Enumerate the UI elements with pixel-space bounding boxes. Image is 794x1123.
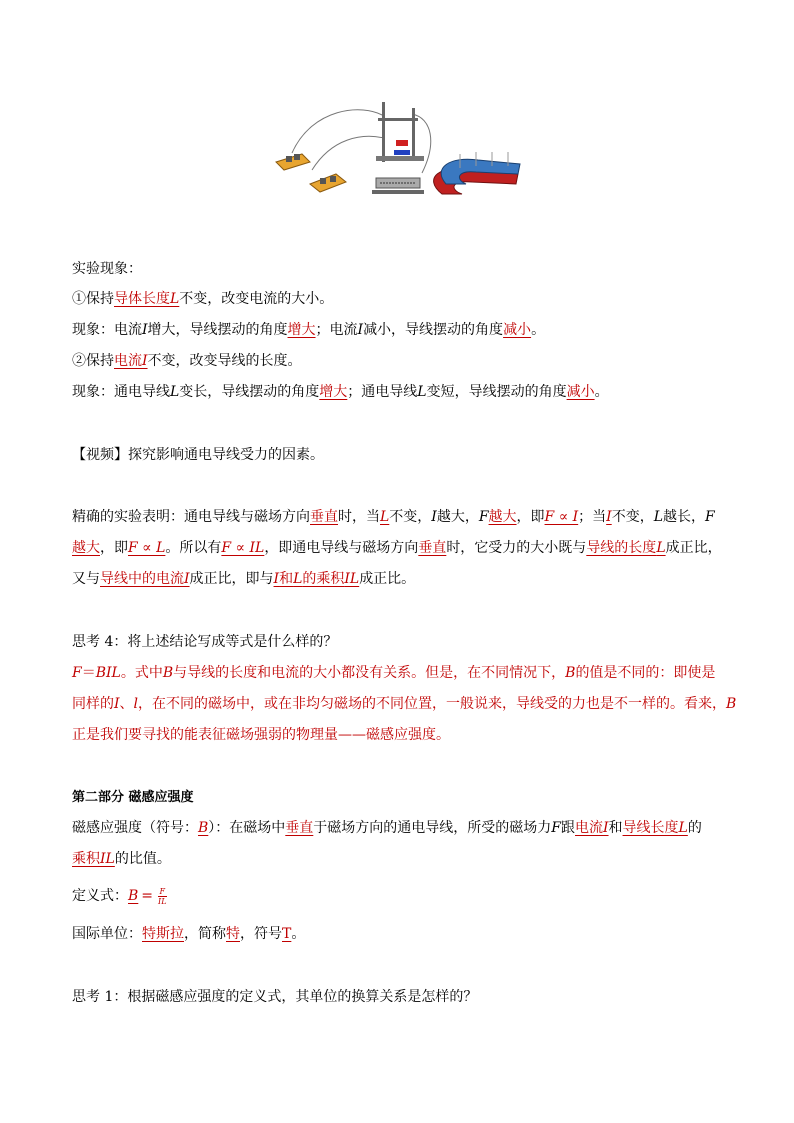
horseshoe-magnets xyxy=(434,152,520,194)
condition-2: ②保持电流I不变，改变导线的长度。 xyxy=(72,353,302,369)
experiment-apparatus-illustration xyxy=(272,98,524,212)
think4-answer-line-2: 同样的I、l，在不同的磁场中，或在非均匀磁场的不同位置，一般说来，导线受的力也是不一样的。看来，B xyxy=(72,696,737,712)
condition-1: ①保持导体长度L不变，改变电流的大小。 xyxy=(72,291,334,307)
unit-line: 国际单位：特斯拉，简称特，符号T。 xyxy=(72,926,306,942)
phenomenon-2: 现象：通电导线L变长，导线摆动的角度增大；通电导线L变短，导线摆动的角度减小。 xyxy=(72,384,609,400)
battery-board-left xyxy=(276,154,310,170)
definition-line-2: 乘积IL的比值。 xyxy=(72,851,171,867)
think1-question: 思考 1：根据磁感应强度的定义式，其单位的换算关系是怎样的？ xyxy=(72,989,478,1005)
phenomenon-1: 现象：电流I增大，导线摆动的角度增大；电流I减小，导线摆动的角度减小。 xyxy=(72,322,546,338)
conclusion-line-1: 精确的实验表明：通电导线与磁场方向垂直时，当L不变，I越大，F越大，即F ∝ I；当I不变，L越长，F xyxy=(72,509,715,525)
section-heading: 第二部分 磁感应强度 xyxy=(72,790,194,805)
iron-stand xyxy=(376,102,424,162)
video-note: 【视频】探究影响通电导线受力的因素。 xyxy=(72,447,324,463)
battery-board-right xyxy=(310,174,346,192)
conclusion-line-3: 又与导线中的电流I成正比，即与I和L的乘积IL成正比。 xyxy=(72,571,416,587)
conclusion-line-2: 越大，即F ∝ L。所以有F ∝ IL，即通电导线与磁场方向垂直时，它受力的大小既与导线的长度L成正比， xyxy=(72,540,722,556)
rheostat xyxy=(372,178,424,194)
definition-formula: 定义式：B = $\frac{F}{IL}$ xyxy=(72,886,167,906)
formula-fraction: $\frac{F}{IL}$ xyxy=(158,886,167,906)
exp-title: 实验现象： xyxy=(72,261,142,277)
think4-question: 思考 4：将上述结论写成等式是什么样的？ xyxy=(72,634,338,650)
think4-answer-line-1: F＝BIL。式中B与导线的长度和电流的大小都没有关系。但是，在不同情况下，B的值是不同的：即使是 xyxy=(72,665,716,681)
think4-answer-line-3: 正是我们要寻找的能表征磁场强弱的物理量——磁感应强度。 xyxy=(72,727,450,743)
definition-line-1: 磁感应强度（符号：B）：在磁场中垂直于磁场方向的通电导线，所受的磁场力F跟电流I和导线长度L的 xyxy=(72,820,702,836)
